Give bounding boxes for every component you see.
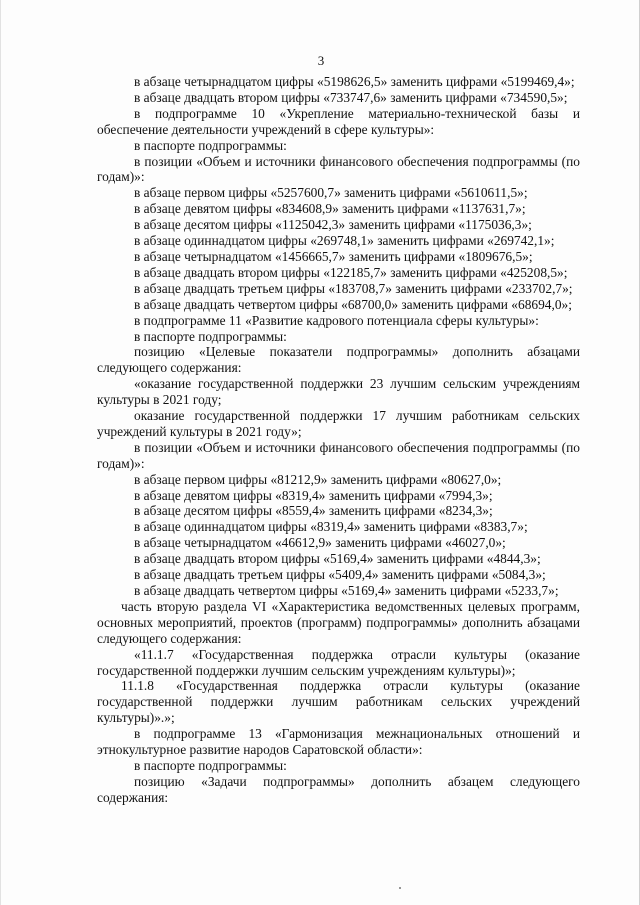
paragraph: в абзаце десятом цифры «1125042,3» заменить цифрами «1175036,3»; bbox=[134, 217, 532, 233]
paragraph: в паспорте подпрограммы: bbox=[134, 328, 287, 344]
paragraph: в паспорте подпрограммы: bbox=[134, 137, 287, 153]
paragraph: в абзаце двадцать втором цифры «122185,7» заменить цифрами «425208,5»; bbox=[134, 264, 568, 280]
document-body bbox=[97, 74, 580, 806]
paragraph: в абзаце двадцать третьем цифры «183708,7» заменить цифрами «233702,7»; bbox=[134, 280, 573, 296]
paragraph: в абзаце двадцать третьем цифры «5409,4» заменить цифрами «5084,3»; bbox=[134, 567, 546, 583]
paragraph: в абзаце двадцать втором цифры «733747,6» заменить цифрами «734590,5»; bbox=[134, 89, 568, 105]
paragraph: оказание государственной поддержки 17 лучшим работникам сельских учреждений культуры в 2021 году»; bbox=[97, 408, 580, 439]
paragraph: в позиции «Объем и источники финансового обеспечения подпрограммы (по годам)»: bbox=[97, 153, 580, 185]
paragraph: в подпрограмме 10 «Укрепление материально-технической базы и обеспечение деятельности учреждений в сфере культуры»: bbox=[97, 105, 580, 137]
page-number: 3 bbox=[317, 53, 325, 68]
paragraph: в абзаце одиннадцатом цифры «269748,1» заменить цифрами «269742,1»; bbox=[134, 233, 555, 249]
paragraph: в абзаце четырнадцатом «1456665,7» заменить цифрами «1809676,5»; bbox=[134, 248, 533, 264]
scan-speck bbox=[399, 887, 401, 889]
paragraph: в абзаце первом цифры «81212,9» заменить цифрами «80627,0»; bbox=[134, 471, 502, 487]
paragraph: позицию «Задачи подпрограммы» дополнить абзацем следующего содержания: bbox=[97, 773, 580, 805]
paragraph: в абзаце одиннадцатом цифры «8319,4» заменить цифрами «8383,7»; bbox=[134, 519, 528, 535]
paragraph: в абзаце девятом цифры «8319,4» заменить цифрами «7994,3»; bbox=[134, 487, 493, 503]
paragraph: в абзаце двадцать четвертом цифры «68700,0» заменить цифрами «68694,0»; bbox=[134, 296, 572, 312]
paragraph: в абзаце первом цифры «5257600,7» заменить цифрами «5610611,5»; bbox=[134, 185, 528, 201]
paragraph: в паспорте подпрограммы: bbox=[134, 757, 287, 773]
paragraph: в абзаце четырнадцатом «46612,9» заменить цифрами «46027,0»; bbox=[134, 535, 506, 551]
paragraph: в абзаце девятом цифры «834608,9» заменить цифрами «1137631,7»; bbox=[134, 201, 526, 217]
paragraph: в абзаце двадцать четвертом цифры «5169,4» заменить цифрами «5233,7»; bbox=[134, 583, 559, 598]
paragraph: в подпрограмме 13 «Гармонизация межнациональных отношений и этнокультурное развитие народов Саратовской области»: bbox=[97, 726, 580, 758]
paragraph: в абзаце четырнадцатом цифры «5198626,5» заменить цифрами «5199469,4»; bbox=[134, 74, 575, 89]
paragraph: в позиции «Объем и источники финансового обеспечения подпрограммы (по годам)»: bbox=[97, 439, 580, 471]
paragraph: позицию «Целевые показатели подпрограммы» дополнить абзацами следующего содержания: bbox=[97, 344, 580, 376]
paragraph: 11.1.8 «Государственная поддержка отрасли культуры (оказание государственной поддержки лучшим работникам сельских учреждений культуры)».»; bbox=[97, 678, 580, 726]
paragraph: в подпрограмме 11 «Развитие кадрового потенциала сферы культуры»: bbox=[134, 312, 539, 328]
paragraph: в абзаце десятом цифры «8559,4» заменить цифрами «8234,3»; bbox=[134, 503, 493, 519]
paragraph: «оказание государственной поддержки 23 лучшим сельским учреждениям культуры в 2021 году; bbox=[97, 376, 580, 408]
paragraph: часть вторую раздела VI «Характеристика ведомственных целевых программ, основных мероприятий, проектов (программ) подпрограммы» дополнить абзацами следующего содержания: bbox=[97, 598, 580, 646]
paragraph: в абзаце двадцать втором цифры «5169,4» заменить цифрами «4844,3»; bbox=[134, 551, 541, 567]
paragraph: «11.1.7 «Государственная поддержка отрасли культуры (оказание государственной поддержки лучшим сельским учреждениям культуры)»; bbox=[97, 646, 580, 678]
